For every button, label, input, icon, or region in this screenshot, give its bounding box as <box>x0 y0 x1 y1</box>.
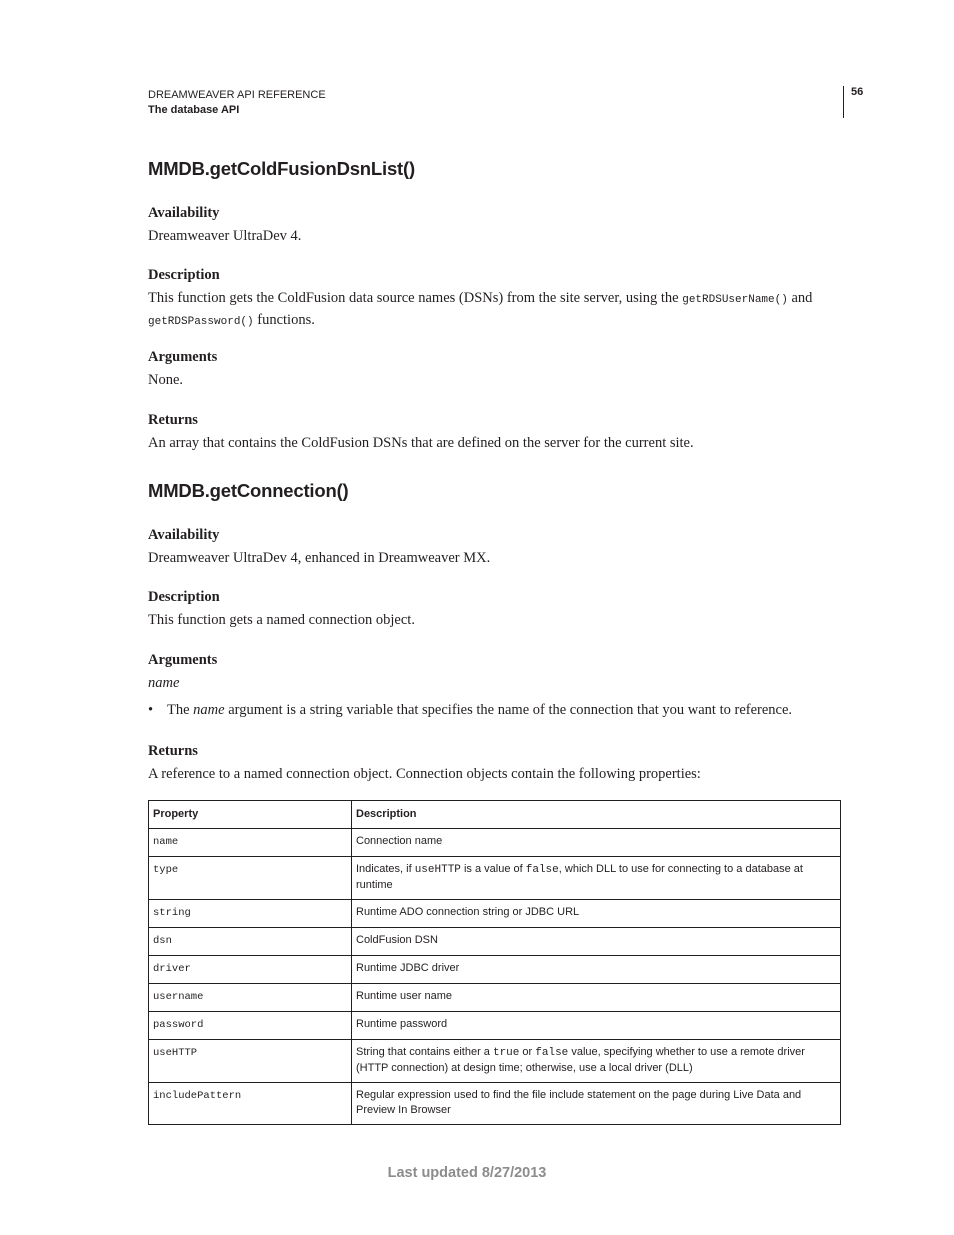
table-row <box>149 857 841 900</box>
last-updated-footer: Last updated 8/27/2013 <box>387 1165 547 1181</box>
description-cell: Runtime JDBC driver <box>352 956 841 984</box>
availability-text: Dreamweaver UltraDev 4. <box>148 228 302 244</box>
property-cell: useHTTP <box>149 1040 352 1083</box>
table-row <box>149 829 841 857</box>
column-header-property: Property <box>149 801 352 829</box>
property-cell: includePattern <box>149 1083 352 1125</box>
bullet-text: The name argument is a string variable that specifies the name of the connection that you want to reference. <box>167 702 793 718</box>
returns-heading: Returns <box>148 412 198 428</box>
property-cell: name <box>149 829 352 857</box>
table-row <box>149 1012 841 1040</box>
returns-text: A reference to a named connection object. Connection objects contain the following properties: <box>148 766 701 782</box>
arguments-heading: Arguments <box>148 349 218 365</box>
availability-text: Dreamweaver UltraDev 4, enhanced in Dreamweaver MX. <box>148 550 491 566</box>
description-heading: Description <box>148 589 220 605</box>
description-heading: Description <box>148 267 220 283</box>
table-header-row <box>149 801 841 829</box>
returns-heading: Returns <box>148 743 198 759</box>
code-getrdsusername: getRDSUserName() <box>682 294 788 306</box>
description-cell: String that contains either a true or false value, specifying whether to use a remote driver (HTTP connection) at design time; otherwise, use a local driver (DLL) <box>352 1040 841 1083</box>
returns-text: An array that contains the ColdFusion DSNs that are defined on the server for the current site. <box>148 435 694 451</box>
description-text: This function gets the ColdFusion data source names (DSNs) from the site server, using the getRDSUserName() and getRDSPassword() functions. <box>148 290 813 328</box>
arguments-heading: Arguments <box>148 652 218 668</box>
description-cell: ColdFusion DSN <box>352 928 841 956</box>
book-title: DREAMWEAVER API REFERENCE <box>148 89 326 101</box>
bullet-icon: • <box>148 702 154 718</box>
code-getrdspassword: getRDSPassword() <box>148 316 254 328</box>
description-cell: Runtime ADO connection string or JDBC URL <box>352 900 841 928</box>
table-row <box>149 984 841 1012</box>
table-row <box>149 900 841 928</box>
property-cell: type <box>149 857 352 900</box>
table-row <box>149 1083 841 1125</box>
chapter-title: The database API <box>148 104 240 116</box>
property-cell: dsn <box>149 928 352 956</box>
description-cell: Runtime user name <box>352 984 841 1012</box>
description-cell: Indicates, if useHTTP is a value of false, which DLL to use for connecting to a database at runtime <box>352 857 841 900</box>
section-title-getcoldfusiondsnlist: MMDB.getColdFusionDsnList() <box>148 158 415 179</box>
table-row <box>149 1040 841 1083</box>
availability-heading: Availability <box>148 205 220 221</box>
description-text: This function gets a named connection object. <box>148 612 415 628</box>
description-cell: Regular expression used to find the file include statement on the page during Live Data and Preview In Browser <box>352 1083 841 1125</box>
availability-heading: Availability <box>148 527 220 543</box>
arguments-text: None. <box>148 372 184 388</box>
section-title-getconnection: MMDB.getConnection() <box>148 480 349 501</box>
column-header-description: Description <box>352 801 841 829</box>
description-cell: Runtime password <box>352 1012 841 1040</box>
header-divider <box>843 86 844 118</box>
property-cell: string <box>149 900 352 928</box>
property-cell: password <box>149 1012 352 1040</box>
property-cell: username <box>149 984 352 1012</box>
running-header <box>148 88 326 118</box>
page-number: 56 <box>851 86 864 98</box>
properties-table <box>148 800 841 1125</box>
argument-name: name <box>148 675 180 691</box>
description-cell: Connection name <box>352 829 841 857</box>
table-row <box>149 928 841 956</box>
table-row <box>149 956 841 984</box>
property-cell: driver <box>149 956 352 984</box>
